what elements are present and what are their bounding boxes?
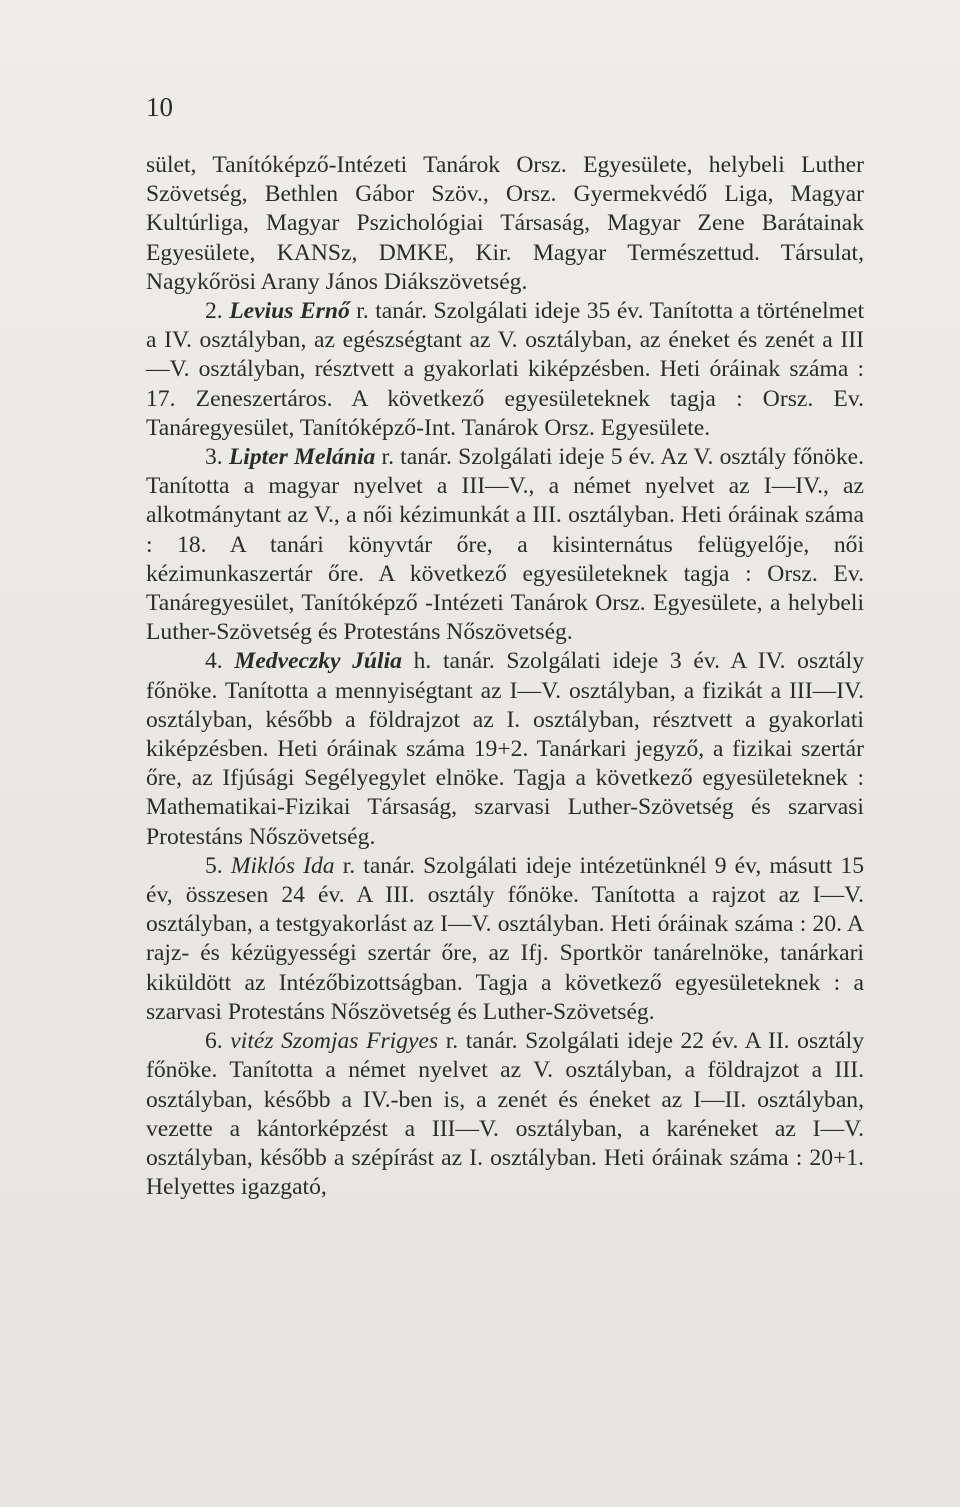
paragraph-text: sület, Tanítóképző-Intézeti Tanárok Orsz. Egyesülete, helybeli Luther Szövetség, Bethlen Gábor Szöv., Orsz. Gyermekvédő Liga, Magyar Kultúrliga, Magyar Pszichológiai Társaság, Magyar Zene Barátainak Egyesülete, KANSz, DMKE, Kir. Magyar Természettud. Társulat, Nagykőrösi Arany János Diákszövetség. [146,152,864,295]
entry-number: 2. [205,298,230,325]
teacher-name: Medveczky Júlia [234,648,402,675]
teacher-entry-miklos [146,852,864,1027]
teacher-name: Lipter Melánia [228,444,376,471]
text-body [146,151,864,1202]
teacher-entry-levius [146,297,864,443]
entry-number: 3. [205,444,229,471]
teacher-name: Miklós Ida [230,852,335,879]
entry-number: 4. [205,648,235,675]
paragraph-continuation [146,151,864,297]
teacher-entry-szomjas [146,1027,864,1202]
entry-text: r. tanár. Szolgálati ideje intézetünknél 9 év, másutt 15 év, összesen 24 év. A III. osztály főnöke. Tanította a rajzot az I—V. osztályban, a testgyakorlást az I—V. osztályban. Heti óráinak száma : 20. A rajz- és kézügyességi szertár őre, az Ifj. Sportkör tanárelnöke, tanárkari kiküldött az Intézőbizottságban. Tagja a következő egyesületeknek : a szarvasi Protestáns Nőszövetség és Luther-Szövetség. [146,852,864,1025]
entry-text: h. tanár. Szolgálati ideje 3 év. A IV. osztály főnöke. Tanította a mennyiségtant az I—V. osztályban, a fizikát a III—IV. osztályban, később a földrajzot az I. osztályban, résztvett a gyakorlati kiképzésben. Heti óráinak száma 19+2. Tanárkari jegyző, a fizikai szertár őre, az Ifjúsági Segélyegylet elnöke. Tagja a következő egyesületeknek : Mathematikai-Fizikai Társaság, szarvasi Luther-Szövetség és szarvasi Protestáns Nőszövetség. [146,648,865,850]
entry-text: r. tanár. Szolgálati ideje 22 év. A II. osztály főnöke. Tanította a német nyelvet az V. osztályban, a földrajzot a III. osztályban, később a IV.-ben is, a zenét és éneket az I—II. osztályban, vezette a kántorképzést a III—V. osztályban, a karéneket az I—V. osztályban, később a szépírást az I. osztályban. Heti óráinak száma : 20+1. Helyettes igazgató, [146,1028,864,1201]
entry-number: 6. [205,1028,231,1055]
teacher-entry-medveczky [146,647,864,851]
teacher-name: vitéz Szomjas Frigyes [230,1028,439,1055]
teacher-entry-lipter [146,443,864,647]
teacher-name: Levius Ernő [229,298,350,325]
entry-number: 5. [205,852,231,879]
entry-text: r. tanár. Szolgálati ideje 35 év. Tanította a történelmet a IV. osztályban, az egészségtant az V. osztályban, az éneket és zenét a III—V. osztályban, résztvett a gyakorlati kiképzésben. Heti óráinak száma : 17. Zeneszertáros. A következő egyesületeknek tagja : Orsz. Ev. Tanáregyesület, Tanítóképző-Int. Tanárok Orsz. Egyesülete. [146,298,865,441]
page-number: 10 [146,92,173,122]
entry-text: r. tanár. Szolgálati ideje 5 év. Az V. osztály főnöke. Tanította a magyar nyelvet a III—V., a német nyelvet az I—IV., az alkotmánytant az V., a női kézimunkát a III. osztályban. Heti óráinak száma : 18. A tanári könyvtár őre, a kisinternátus felügyelője, női kézimunkaszertár őre. A következő egyesületeknek tagja : Orsz. Ev. Tanáregyesület, Tanítóképző -Intézeti Tanárok Orsz. Egyesülete, a helybeli Luther-Szövetség és Protestáns Nőszövetség. [146,444,865,646]
